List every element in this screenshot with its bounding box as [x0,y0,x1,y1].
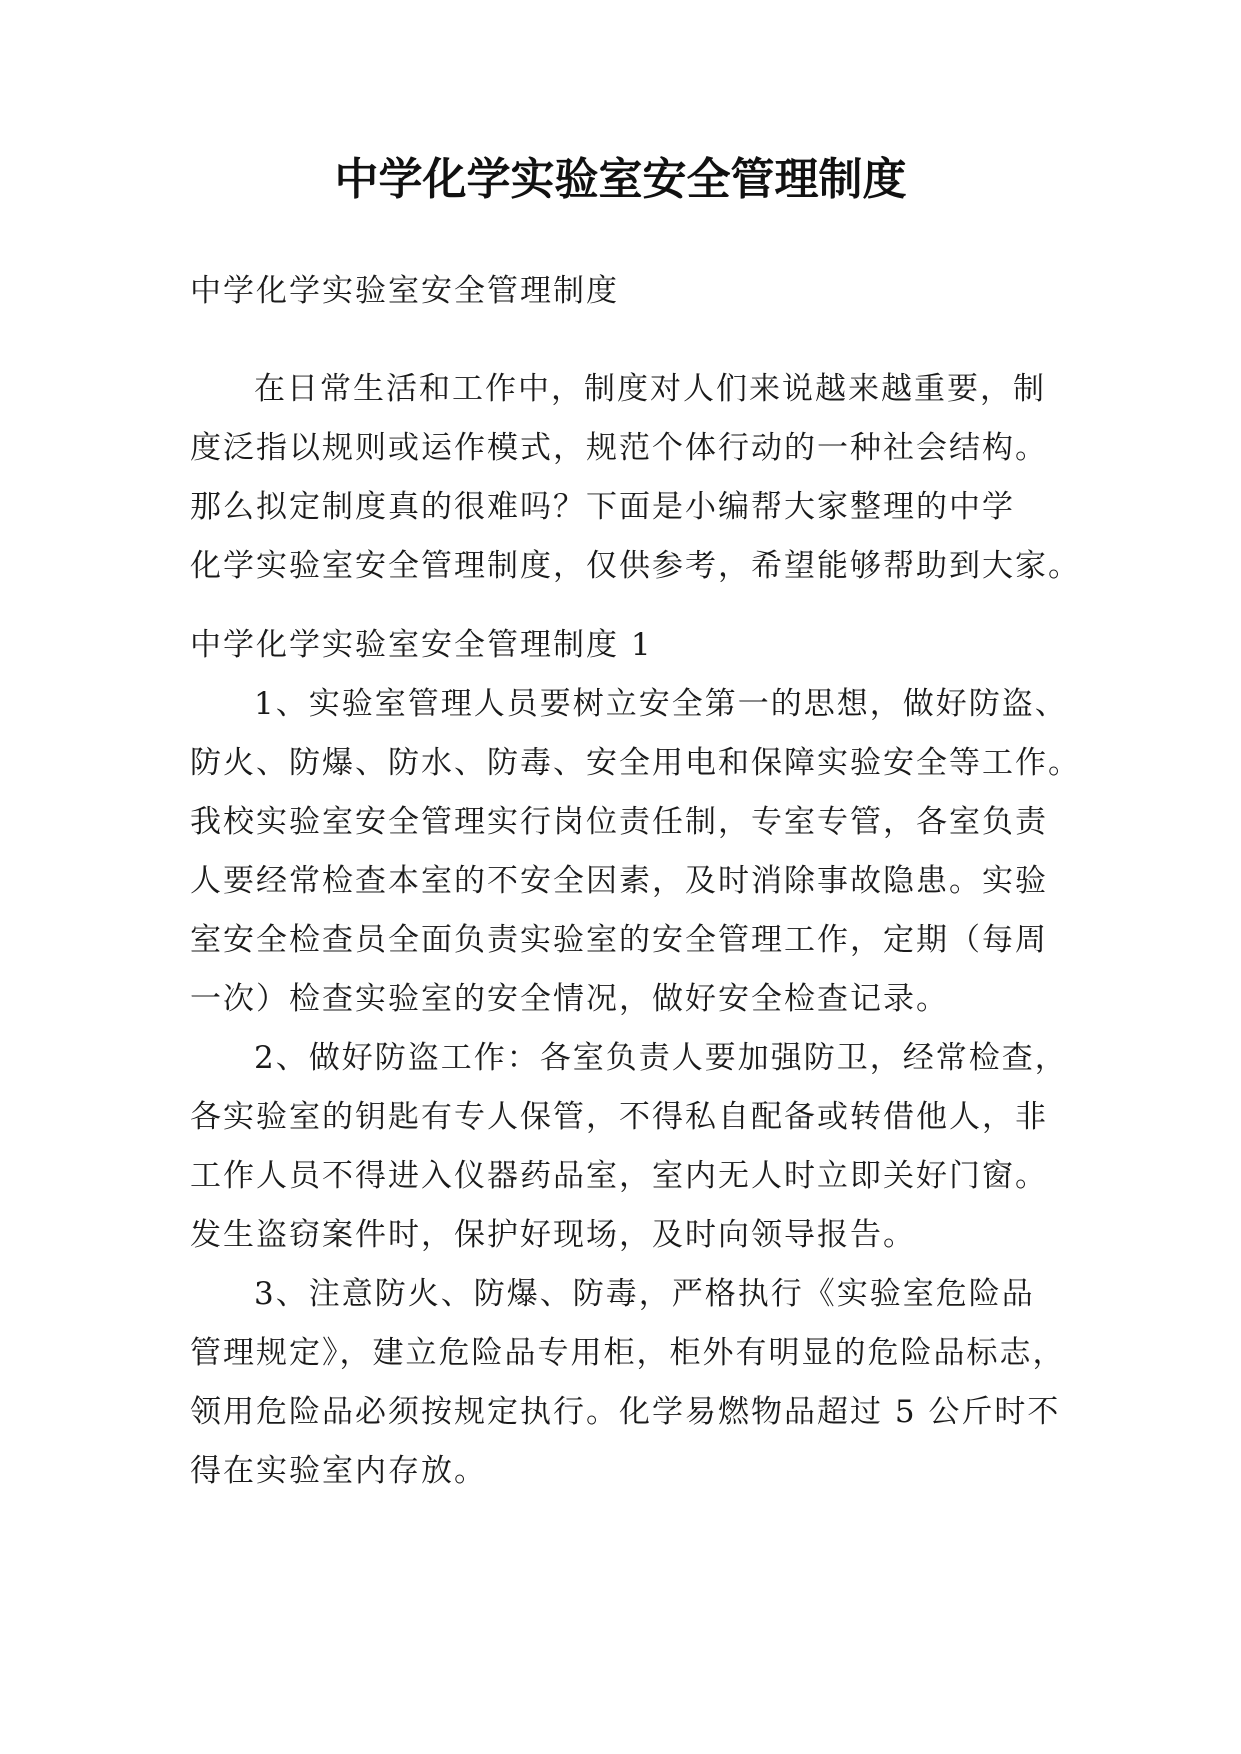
document-title: 中学化学实验室安全管理制度 [334,154,907,205]
paragraph-line: 一次）检查实验室的安全情况，做好安全检查记录。 [190,981,949,1017]
document-subtitle: 中学化学实验室安全管理制度 [190,273,619,309]
paragraph-line: 各实验室的钥匙有专人保管，不得私自配备或转借他人，非 [190,1099,1048,1135]
paragraph-line: 3、注意防火、防爆、防毒，严格执行《实验室危险品 [254,1276,1035,1312]
section-heading: 中学化学实验室安全管理制度 1 [190,627,653,663]
paragraph-line: 2、做好防盗工作：各室负责人要加强防卫，经常检查， [254,1040,1068,1076]
paragraph-line: 我校实验室安全管理实行岗位责任制，专室专管，各室负责 [190,804,1048,840]
paragraph-line: 室安全检查员全面负责实验室的安全管理工作，定期（每周 [190,922,1048,958]
paragraph-line: 得在实验室内存放。 [190,1453,487,1489]
subtitle-block [190,262,1070,321]
paragraph-line: 人要经常检查本室的不安全因素，及时消除事故隐患。实验 [190,863,1048,899]
paragraph-line: 度泛指以规则或运作模式，规范个体行动的一种社会结构。 [190,430,1048,466]
paragraph-line: 管理规定》，建立危险品专用柜，柜外有明显的危险品标志， [190,1335,1066,1371]
paragraph-line: 1、实验室管理人员要树立安全第一的思想，做好防盗、 [254,686,1068,722]
paragraph-line: 工作人员不得进入仪器药品室，室内无人时立即关好门窗。 [190,1158,1048,1194]
paragraph-line: 防火、防爆、防水、防毒、安全用电和保障实验安全等工作。 [190,745,1081,781]
paragraph-line: 领用危险品必须按规定执行。化学易燃物品超过 5 公斤时不 [190,1394,1061,1430]
paragraph-line: 在日常生活和工作中，制度对人们来说越来越重要，制 [254,371,1046,407]
intro-paragraph [190,360,1081,596]
paragraph-line: 那么拟定制度真的很难吗？下面是小编帮大家整理的中学 [190,489,1015,525]
section-1 [190,616,1081,1501]
paragraph-line: 化学实验室安全管理制度，仅供参考，希望能够帮助到大家。 [190,548,1081,584]
paragraph-line: 发生盗窃案件时，保护好现场，及时向领导报告。 [190,1217,916,1253]
